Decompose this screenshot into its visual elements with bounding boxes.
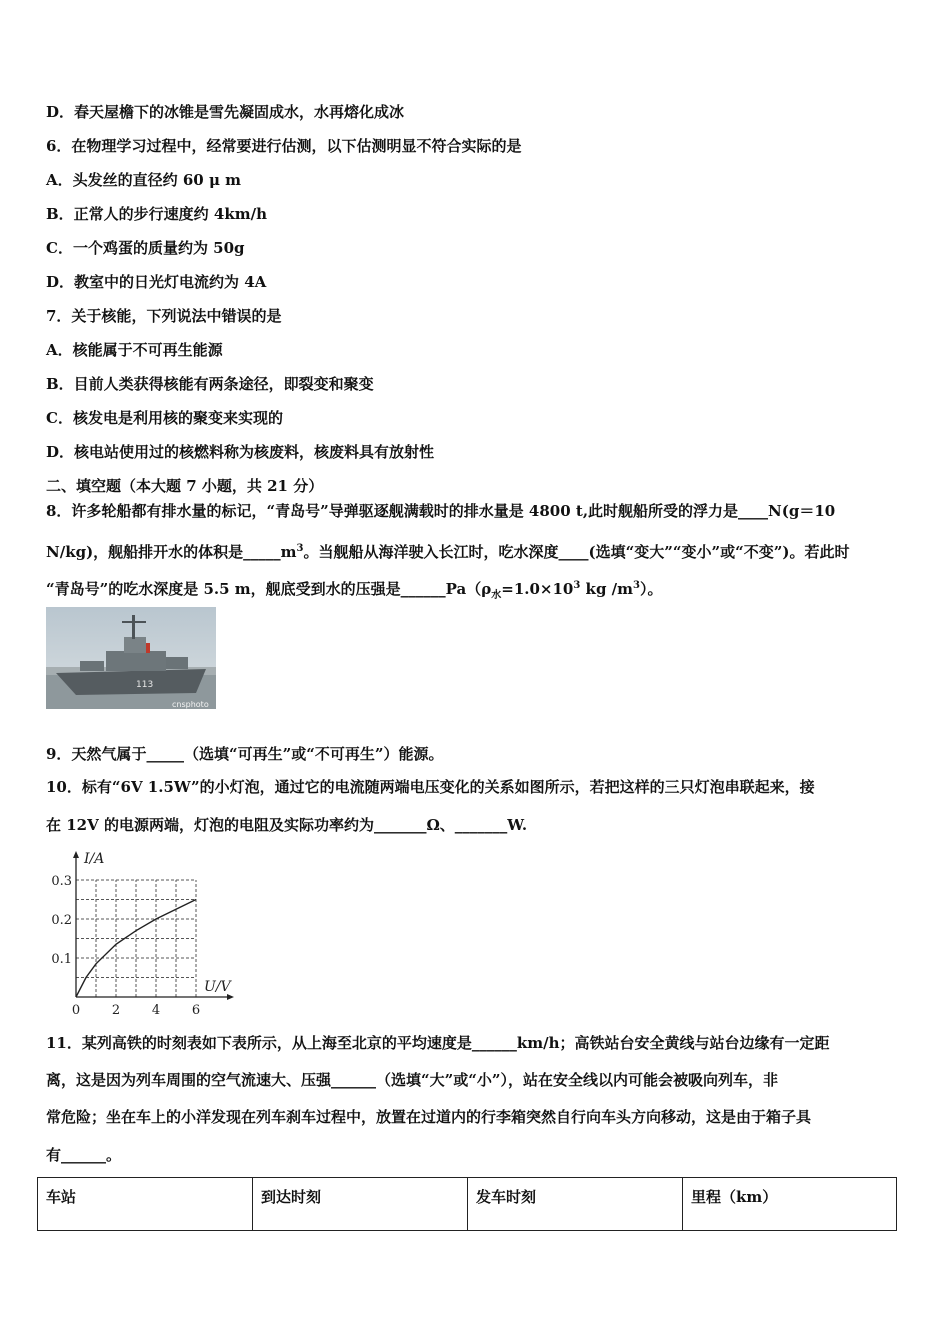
- timetable: [37, 1177, 897, 1231]
- q7-option-d: D．核电站使用过的核燃料称为核废料，核废料具有放射性: [46, 443, 435, 461]
- header-departure: 发车时刻: [468, 1178, 683, 1231]
- q10-line-2: 在 12V 的电源两端，灯泡的电阻及实际功率约为_______Ω、_______W.: [46, 816, 528, 834]
- y-tick-label: 0.3: [51, 874, 72, 889]
- header-station: 车站: [38, 1178, 253, 1231]
- q6-option-b: B．正常人的步行速度约 4km/h: [46, 205, 267, 223]
- q6-option-a: A．头发丝的直径约 60 μ m: [46, 171, 242, 189]
- q8-line-2b: 。当舰船从海洋驶入长江时，吃水深度____(选填“变大”“变小”或“不变”)。若此时: [303, 543, 850, 561]
- x-tick-label: 6: [191, 1003, 201, 1018]
- x-tick-label: 4: [151, 1003, 161, 1018]
- y-tick-label: 0.1: [51, 952, 72, 967]
- q7-stem: 7．关于核能，下列说法中错误的是: [46, 307, 282, 325]
- q11-line-1: 11．某列高铁的时刻表如下表所示，从上海至北京的平均速度是______km/h；高铁站台安全黄线与站台边缘有一定距: [46, 1034, 830, 1052]
- q8-sup-b: 3: [633, 580, 640, 591]
- q6-stem: 6．在物理学习过程中，经常要进行估测，以下估测明显不符合实际的是: [46, 137, 522, 155]
- y-tick-label: 0.2: [51, 913, 72, 928]
- q11-line-4: 有______。: [46, 1146, 122, 1164]
- q11-line-3: 常危险；坐在车上的小洋发现在列车刹车过程中，放置在过道内的行李箱突然自行向车头方向移动，这是由于箱子具: [46, 1108, 812, 1126]
- x-tick-label: 2: [111, 1003, 121, 1018]
- x-tick-label: 0: [71, 1003, 81, 1018]
- q11-line-2: 离，这是因为列车周围的空气流速大、压强______（选填“大”或“小”），站在安全线以内可能会被吸向列车，非: [46, 1071, 779, 1089]
- q5-option-d: D．春天屋檐下的冰锥是雪先凝固成水，水再熔化成冰: [46, 103, 405, 121]
- q8-line-3a: “青岛号”的吃水深度是 5.5 m，舰底受到水的压强是______Pa（ρ: [46, 580, 492, 598]
- iu-graph: [42, 843, 242, 1023]
- y-axis-label: I/A: [84, 851, 105, 867]
- q8-line-3c: kg /m: [580, 580, 634, 598]
- q8-line-3d: ）。: [639, 580, 663, 598]
- hull-number: 113: [136, 680, 154, 690]
- q8-sup-a: 3: [573, 580, 581, 591]
- section-title: 二、填空题（本大题 7 小题，共 21 分）: [46, 477, 324, 495]
- table-row: [38, 1178, 897, 1231]
- q8-sup: 3: [296, 543, 304, 554]
- q6-option-c: C．一个鸡蛋的质量约为 50g: [46, 239, 245, 257]
- q10-line-1: 10．标有“6V 1.5W”的小灯泡，通过它的电流随两端电压变化的关系如图所示，若把这样的三只灯泡串联起来，接: [46, 778, 815, 796]
- q9-stem: 9．天然气属于_____（选填“可再生”或“不可再生”）能源。: [46, 745, 444, 763]
- warship-photo: [46, 607, 216, 709]
- header-distance: 里程（km）: [683, 1178, 897, 1231]
- x-axis-label: U/V: [204, 979, 231, 995]
- q8-line-3: [46, 576, 663, 606]
- q6-option-d: D．教室中的日光灯电流约为 4A: [46, 273, 267, 291]
- q8-line-3b: =1.0×10: [501, 580, 574, 598]
- header-arrival: 到达时刻: [253, 1178, 468, 1231]
- q7-option-b: B．目前人类获得核能有两条途径，即裂变和聚变: [46, 375, 374, 393]
- photo-watermark: cnsphoto: [172, 700, 209, 709]
- q8-line-2a: N/kg)，舰船排开水的体积是_____m: [46, 543, 297, 561]
- q7-option-c: C．核发电是利用核的聚变来实现的: [46, 409, 283, 427]
- q8-line-1: 8．许多轮船都有排水量的标记，“青岛号”导弹驱逐舰满载时的排水量是 4800 t,此时舰船所受的浮力是____N(g＝10: [46, 502, 836, 520]
- y-axis-arrow: [73, 851, 79, 858]
- iu-graph-svg: [42, 843, 242, 1023]
- q8-line-2: [46, 539, 849, 562]
- q7-option-a: A．核能属于不可再生能源: [46, 341, 223, 359]
- q8-sub: 水: [491, 590, 502, 601]
